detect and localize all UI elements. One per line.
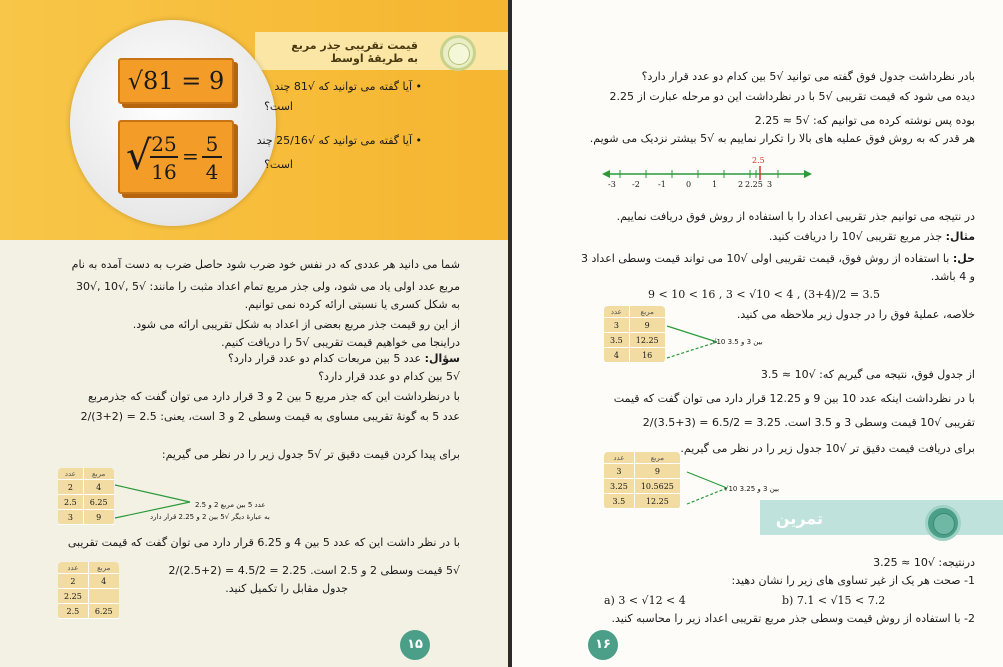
note: به عبارۀ دیگر √5 بین 2 و 2.25 قرار دارد <box>150 513 270 521</box>
tile-sqrt-fraction: √ 25 16 = 5 4 <box>118 120 234 194</box>
table-cell: 2.5 <box>58 495 84 510</box>
example-line: مثال: جذر مربع تقریبی √10 را دریافت کنید. <box>768 230 975 243</box>
table-cell: 3 <box>604 464 635 479</box>
table-cell: 6.25 <box>89 604 119 619</box>
table-cell: 12.25 <box>630 333 665 348</box>
para-line: در نتیجه می توانیم جذر تقریبی اعداد را با استفاده از روش فوق دریافت نماییم. <box>616 210 975 223</box>
para-line: برای پیدا کردن قیمت دقیق تر √5 جدول زیر را در نظر می گیریم: <box>161 448 460 461</box>
table-cell: 16 <box>630 348 665 363</box>
para-line: جدول مقابل را تکمیل کنید. <box>225 582 348 595</box>
table-header: مربع <box>630 306 665 318</box>
para-line: با درنظرداشت این که جذر مربع 5 بین 2 و 3 قرار دارد می توان گفت که جذرمربع <box>88 390 460 403</box>
question-1: • آیا گفته می توانید که √81 چند <box>274 80 422 93</box>
question-line: سؤال: عدد 5 بین مربعات کدام دو عدد قرار دارد؟ <box>228 352 460 365</box>
header-title: قیمت تقریبی جذر مربع به طریقۀ اوسط <box>291 39 418 65</box>
table-cell: 3 <box>604 318 630 333</box>
note: √10 بین 3 و 3.5 <box>712 338 763 346</box>
table-cell: 2 <box>58 480 84 495</box>
tick-label: 2 <box>738 180 744 189</box>
table-cell: 4 <box>604 348 630 363</box>
para-line: شما می دانید هر عددی که در نفس خود ضرب شود حاصل ضرب به دست آمده به نام <box>71 258 460 271</box>
question-2: • آیا گفته می توانید که √25/16 چند <box>256 134 422 147</box>
page-number: ۱۵ <box>400 630 430 660</box>
table-sqrt10-b <box>604 452 680 509</box>
table-cell: 2.25 <box>58 589 89 604</box>
table-cell: 3.5 <box>604 333 630 348</box>
table-header: مربع <box>635 452 680 464</box>
table-header: مربع <box>84 468 114 480</box>
para-line: √5 قیمت وسطی 2 و 2.5 است. 2.25 = 4.5/2 = (2+2.5)/2 <box>168 564 460 577</box>
table-header: عدد <box>604 452 635 464</box>
table-sqrt5-b <box>58 562 119 619</box>
para-line: با در نظر داشت این که عدد 5 بین 4 و 6.25 قرار دارد می توان گفت که قیمت تقریبی <box>67 536 460 549</box>
note: عدد 5 بین مربع 2 و 2.5 <box>195 501 266 509</box>
table-cell: 4 <box>89 574 119 589</box>
table-cell: 2 <box>58 574 89 589</box>
exercise-1a: a) 3 < √12 < 4 <box>604 594 686 607</box>
para-line: بادر نظرداشت جدول فوق گفته می توانید √5 بین کدام دو عدد قرار دارد؟ <box>641 70 975 83</box>
number-line-labels <box>604 180 814 192</box>
tick-label: -1 <box>658 180 666 189</box>
para-line: تقریبی √10 قیمت وسطی 3 و 3.5 است. 3.25 = 6.5/2 = (3+3.5)/2 <box>642 416 975 429</box>
note: √10 بین 3 و 3.25 <box>724 485 780 493</box>
table-header: عدد <box>58 468 84 480</box>
table-sqrt10-a <box>604 306 665 363</box>
tick-label: 2.25 <box>745 180 763 189</box>
para-line: و 4 باشد. <box>930 270 975 283</box>
para-line: از این رو قیمت جذر مربع بعضی از اعداد به شکل تقریبی ارائه می شود. <box>132 318 460 331</box>
table-cell: 3.25 <box>604 479 635 494</box>
table-cell: 12.25 <box>635 494 680 509</box>
chapter-header <box>0 0 508 240</box>
para-line: برای دریافت قیمت دقیق تر √10 جدول زیر را در نظر می گیریم. <box>680 442 975 455</box>
table-header: عدد <box>58 562 89 574</box>
exercise-banner <box>760 500 1003 535</box>
table-cell <box>89 589 119 604</box>
tick-label: 3 <box>767 180 773 189</box>
table-cell: 9 <box>635 464 680 479</box>
table-cell: 6.25 <box>84 495 114 510</box>
para-line: از جدول فوق، نتیجه می گیریم که: √10 ≈ 3.5 <box>760 368 975 381</box>
para-line: √5 بین کدام دو عدد قرار دارد؟ <box>318 370 460 383</box>
table-header: عدد <box>604 306 630 318</box>
table-header: مربع <box>89 562 119 574</box>
table-cell: 2.5 <box>58 604 89 619</box>
medal-icon <box>925 505 961 541</box>
illustration-circle <box>70 20 276 226</box>
table-cell: 4 <box>84 480 114 495</box>
para-line: دیده می شود که قیمت تقریبی √5 با در نظرداشت این دو مرحله عبارت از 2.25 <box>609 90 975 103</box>
table-sqrt5-a <box>58 468 114 525</box>
page-number: ۱۶ <box>588 630 618 660</box>
para-line: خلاصه، عملیۀ فوق را در جدول زیر ملاحظه می کنید. <box>736 308 975 321</box>
para-line: هر قدر که به روش فوق عملیه های بالا را تکرار نماییم به √5 بیشتر نزدیک می شویم. <box>589 132 975 145</box>
exercise-1: 1- صحت هر یک از غیر تساوی های زیر را نشان دهید: <box>731 574 975 587</box>
para-line: درنتیجه: √10 ≈ 3.25 <box>873 556 975 569</box>
tick-label: -3 <box>608 180 616 189</box>
para-line: به شکل کسری یا نسبتی ارائه کرده نمی توانیم. <box>244 298 460 311</box>
para-line: بوده پس نوشته کرده می توانیم که: √5 ≈ 2.25 <box>754 114 975 127</box>
tile-sqrt81: √81 = 9 <box>118 58 234 104</box>
question-1-end: است؟ <box>264 100 293 113</box>
table-cell: 10.5625 <box>635 479 680 494</box>
medal-icon <box>440 35 476 71</box>
exercise-title: تمرین <box>775 509 823 528</box>
right-page <box>512 0 1003 667</box>
question-2-end: است؟ <box>264 158 293 171</box>
tick-label: -2 <box>632 180 640 189</box>
inequality-line: 9 < 10 < 16 , 3 < √10 < 4 , (3+4)/2 = 3.5 <box>648 288 881 301</box>
tick-label: 1 <box>712 180 718 189</box>
table-cell: 3 <box>58 510 84 525</box>
para-line: مربع عدد اولی یاد می شود، ولی جذر مربع تمام اعداد مثبت را مانند: √5 ,√10 ,√30 <box>75 280 460 293</box>
table-cell: 9 <box>630 318 665 333</box>
para-line: دراینجا می خواهیم قیمت تقریبی √5 را دریافت کنیم. <box>221 336 460 349</box>
para-line: با در نظرداشت اینکه عدد 10 بین 9 و 12.25 قرار دارد می توان گفت که قیمت <box>613 392 975 405</box>
table-cell: 9 <box>84 510 114 525</box>
solution-line: حل: با استفاده از روش فوق، قیمت تقریبی اولی √10 می تواند قیمت وسطی اعداد 3 <box>580 252 975 265</box>
exercise-2: 2- با استفاده از روش قیمت وسطی جذر مربع تقریبی اعداد زیر را محاسبه کنید. <box>611 612 975 625</box>
tick-label: 0 <box>686 180 692 189</box>
table-cell: 3.5 <box>604 494 635 509</box>
number-line-marker-label: 2.5 <box>752 156 765 165</box>
exercise-1b: b) 7.1 < √15 < 7.2 <box>782 594 886 607</box>
para-line: عدد 5 به گونۀ تقریبی مساوی به قیمت وسطی 2 و 3 است، یعنی: 2.5 = (2+3)/2 <box>80 410 460 423</box>
